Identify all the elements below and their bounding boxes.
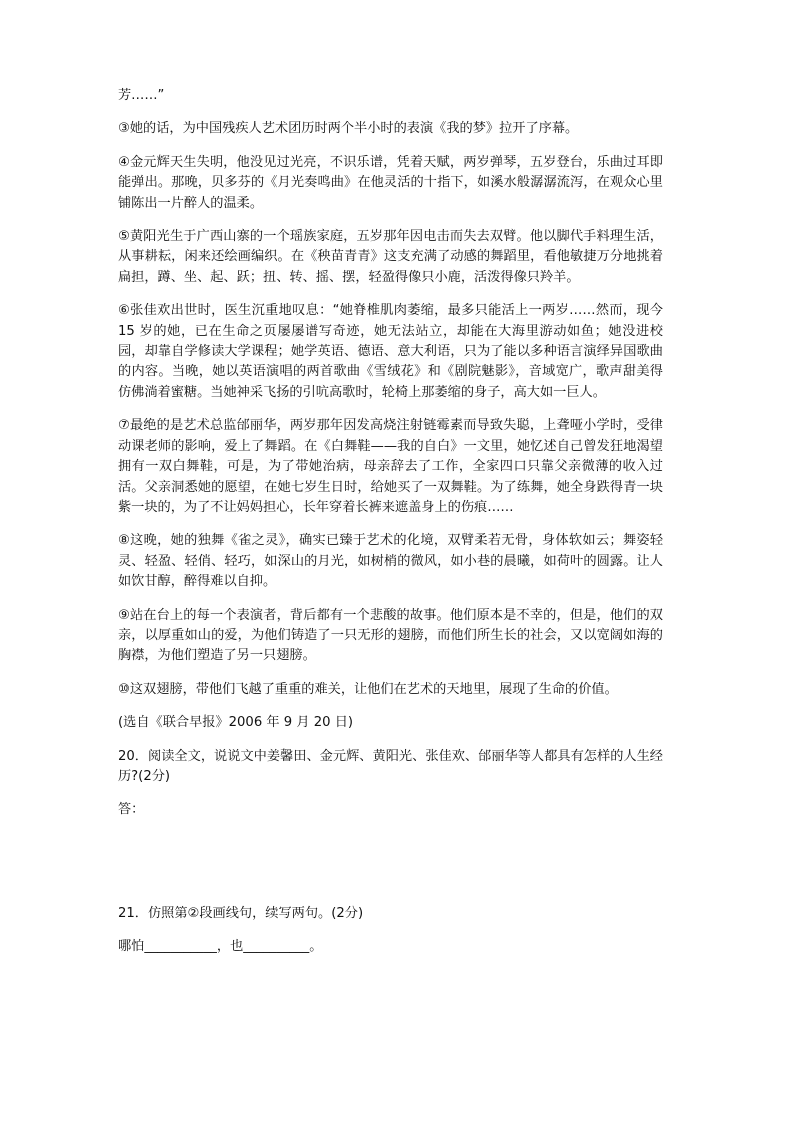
question-21: 21．仿照第②段画线句，续写两句。(2分) [118,905,364,921]
document-page [118,86,663,971]
paragraph-6: ⑥张佳欢出世时，医生沉重地叹息：“她脊椎肌肉萎缩，最多只能活上一两岁……然而，现今 15 岁的她，已在生命之页屡屡谱写奇迹，她无法站立，却能在大海里游动如鱼；她没进校园，却靠自学修读大学课程；她学英语、德语、意大利语，只为了能以多种语言演绎异国歌曲的内容。当晚，她以英语演唱的两首歌曲《雪绒花》和《剧院魅影》，音域宽广，歌声甜美得仿佛淌着蜜糖。当她神采飞扬的引吭高歌时，轮椅上那萎缩的身子，高大如一巨人。 [118,303,663,400]
answer-space[interactable] [118,834,663,904]
paragraph-7: ⑦最绝的是艺术总监邰丽华，两岁那年因发高烧注射链霉素而导致失聪，上聋哑小学时，受律动课老师的影响，爱上了舞蹈。在《白舞鞋——我的自白》一文里，她忆述自己曾发狂地渴望拥有一双白舞鞋，可是，为了带她治病，母亲辞去了工作，全家四口只靠父亲微薄的收入过活。父亲洞悉她的愿望，在她七岁生日时，给她买了一双舞鞋。为了练舞，她全身跌得青一块紫一块的，为了不让妈妈担心，长年穿着长裤来遮盖身上的伤痕…… [118,418,663,515]
paragraph-fragment: 芳……” [118,88,165,103]
source-citation: (选自《联合早报》2006 年 9 月 20 日) [118,715,354,731]
paragraph-3: ③她的话，为中国残疾人艺术团历时两个半小时的表演《我的梦》拉开了序幕。 [118,121,579,137]
paragraph-8: ⑧这晚，她的独舞《雀之灵》，确实已臻于艺术的化境，双臂柔若无骨，身体软如云；舞姿轻灵、轻盈、轻俏、轻巧，如深山的月光，如树梢的微风，如小巷的晨曦，如荷叶的圆露。让人如饮甘醇，醉得难以自抑。 [118,533,663,590]
fill-in-blank[interactable]: 哪怕___________，也__________。 [118,939,323,955]
answer-label: 答： [118,802,145,818]
paragraph-10: ⑩这双翅膀，带他们飞越了重重的难关，让他们在艺术的天地里，展现了生命的价值。 [118,681,618,697]
question-20: 20．阅读全文，说说文中姜馨田、金元辉、黄阳光、张佳欢、邰丽华等人都具有怎样的人生经历?(2分) [118,748,663,784]
paragraph-4: ④金元辉天生失明，他没见过光亮，不识乐谱，凭着天赋，两岁弹琴，五岁登台，乐曲过耳即能弹出。那晚，贝多芬的《月光奏鸣曲》在他灵活的十指下，如溪水般潺潺流泻，在观众心里铺陈出一片醉人的温柔。 [118,154,663,211]
paragraph-9: ⑨站在台上的每一个表演者，背后都有一个悲酸的故事。他们原本是不幸的，但是，他们的双亲，以厚重如山的爱，为他们铸造了一只无形的翅膀，而他们所生长的社会，又以宽阔如海的胸襟，为他们塑造了另一只翅膀。 [118,607,663,664]
paragraph-5: ⑤黄阳光生于广西山寨的一个瑶族家庭，五岁那年因电击而失去双臂。他以脚代手料理生活，从事耕耘，闲来还绘画编织。在《秧苗青青》这支充满了动感的舞蹈里，看他敏捷万分地挑着扁担，蹲、坐、起、跃；扭、转、摇、摆，轻盈得像只小鹿，活泼得像只羚羊。 [118,229,663,285]
